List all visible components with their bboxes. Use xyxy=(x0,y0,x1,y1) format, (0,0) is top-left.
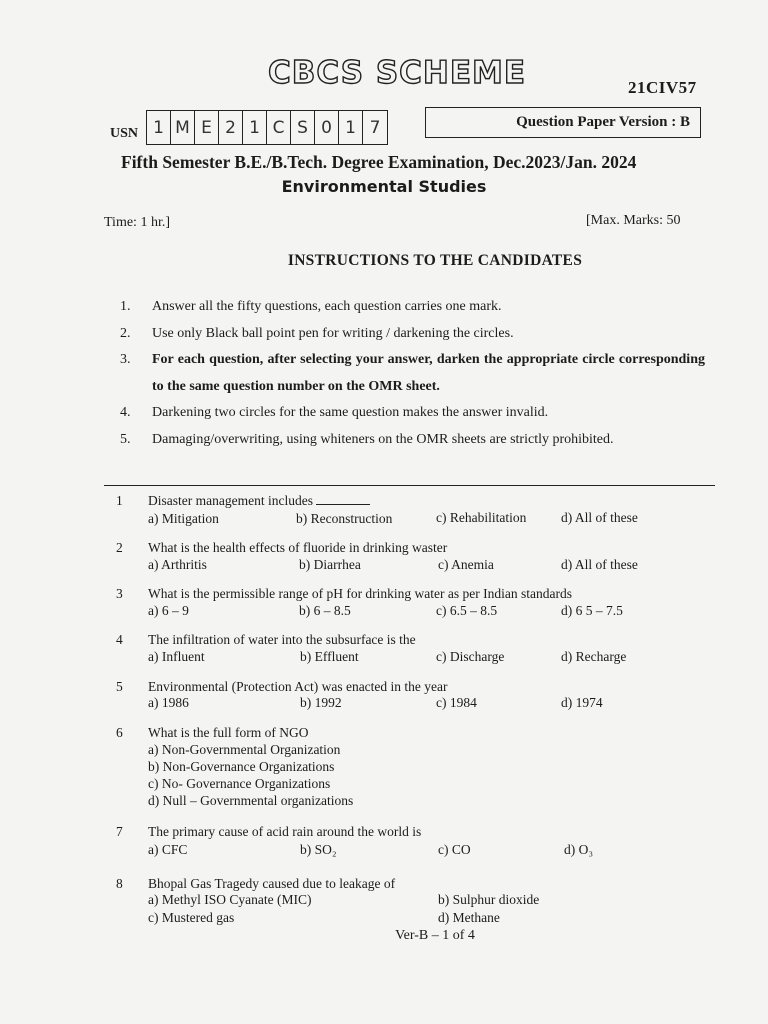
divider xyxy=(104,485,715,486)
instructions-list xyxy=(120,294,705,453)
option-a: a) CFC xyxy=(148,842,188,857)
usn-char-box: 7 xyxy=(369,117,381,138)
instruction-item xyxy=(120,294,705,321)
option-d: d) 6 5 – 7.5 xyxy=(561,603,623,618)
usn-char-box: 1 xyxy=(243,111,267,144)
answer-blank xyxy=(316,494,370,505)
option-b: b) Effluent xyxy=(300,649,359,664)
option-d: d) O₃ xyxy=(564,842,594,857)
option-c: c) Rehabilitation xyxy=(436,510,527,525)
option-a: a) Arthritis xyxy=(148,557,207,572)
option-b: b) 1992 xyxy=(300,695,342,710)
instruction-number: 3. xyxy=(120,352,131,367)
question-number: 3 xyxy=(116,586,123,601)
question-paper-version: Question Paper Version : B xyxy=(425,107,701,138)
question-text: The infiltration of water into the subsurface is the xyxy=(148,632,416,647)
instruction-text: Answer all the fifty questions, each question carries one mark. xyxy=(152,299,502,314)
option-c: c) 6.5 – 8.5 xyxy=(436,603,498,618)
exam-title: Fifth Semester B.E./B.Tech. Degree Examination, Dec.2023/Jan. 2024 xyxy=(121,152,637,172)
usn-char-box: S xyxy=(291,111,315,144)
question-number: 7 xyxy=(116,824,123,839)
option-c: c) Anemia xyxy=(438,557,494,572)
option-a: a) 1986 xyxy=(148,695,189,710)
question-text: Environmental (Protection Act) was enacted in the year xyxy=(148,679,448,694)
usn-char-box: 0 xyxy=(315,111,339,144)
instruction-number: 2. xyxy=(120,325,131,341)
usn-char-box: C xyxy=(267,111,291,144)
option-b: b) SO₂ xyxy=(300,842,337,857)
option-d: d) All of these xyxy=(561,557,638,572)
option-c: c) CO xyxy=(438,842,471,857)
max-marks: [Max. Marks: 50 xyxy=(586,213,681,228)
option-d: d) Recharge xyxy=(561,649,627,664)
question-number: 2 xyxy=(116,540,123,555)
usn-boxes xyxy=(146,110,388,145)
usn-char-box: E xyxy=(195,111,219,144)
option-b: b) Reconstruction xyxy=(296,511,393,526)
option-b: b) Sulphur dioxide xyxy=(438,892,540,907)
usn-char-box: 2 xyxy=(219,111,243,144)
instruction-number: 5. xyxy=(120,431,131,447)
usn-char-box: 1 xyxy=(147,111,171,144)
question-text-value: Disaster management includes xyxy=(148,493,313,508)
option-a: a) 6 – 9 xyxy=(148,603,189,618)
question-text: What is the full form of NGO xyxy=(148,725,309,740)
option-d: d) 1974 xyxy=(561,695,603,710)
instruction-item xyxy=(120,347,705,400)
option-c: c) No- Governance Organizations xyxy=(148,776,331,791)
instruction-number: 4. xyxy=(120,405,131,420)
instructions-heading: INSTRUCTIONS TO THE CANDIDATES xyxy=(287,252,583,269)
instruction-item xyxy=(120,400,705,427)
option-a: a) Methyl ISO Cyanate (MIC) xyxy=(148,892,312,907)
option-a: a) Mitigation xyxy=(148,511,219,526)
question-number: 1 xyxy=(116,493,123,508)
option-d: d) All of these xyxy=(561,510,638,525)
question-text: The primary cause of acid rain around the world is xyxy=(148,824,422,839)
question-number: 4 xyxy=(116,632,123,647)
question-number: 5 xyxy=(116,679,123,694)
option-b: b) 6 – 8.5 xyxy=(299,603,351,618)
instruction-item xyxy=(120,427,705,454)
instruction-text: Damaging/overwriting, using whiteners on the OMR sheets are strictly prohibited. xyxy=(152,431,614,447)
scheme-stamp: CBCS SCHEME xyxy=(268,55,527,91)
instruction-text: Use only Black ball point pen for writing / darkening the circles. xyxy=(152,325,514,341)
usn-label: USN xyxy=(110,126,139,141)
usn-char-box: M xyxy=(171,111,195,144)
question-number: 6 xyxy=(116,725,123,740)
page-footer: Ver-B – 1 of 4 xyxy=(395,928,475,943)
option-d: d) Methane xyxy=(438,910,500,925)
option-b: b) Non-Governance Organizations xyxy=(148,759,335,774)
instruction-number: 1. xyxy=(120,299,131,314)
time-limit: Time: 1 hr.] xyxy=(104,215,170,230)
option-b: b) Diarrhea xyxy=(299,557,361,572)
usn-char-box: 1 xyxy=(339,111,363,144)
option-d: d) Null – Governmental organizations xyxy=(148,793,354,808)
course-code: 21CIV57 xyxy=(628,78,697,97)
option-c: c) Discharge xyxy=(436,649,505,664)
instruction-item xyxy=(120,321,705,348)
question-number: 8 xyxy=(116,876,123,891)
subject-title: Environmental Studies xyxy=(281,177,487,196)
option-a: a) Influent xyxy=(148,649,205,664)
instruction-text: Darkening two circles for the same question makes the answer invalid. xyxy=(152,405,549,420)
option-c: c) Mustered gas xyxy=(148,910,235,925)
option-c: c) 1984 xyxy=(436,695,477,710)
question-text: Bhopal Gas Tragedy caused due to leakage of xyxy=(148,876,396,891)
instruction-text: For each question, after selecting your answer, darken the appropriate circle corresponding to the same question number on the OMR sheet. xyxy=(152,352,705,394)
option-a: a) Non-Governmental Organization xyxy=(148,742,341,757)
question-text: What is the health effects of fluoride in drinking waster xyxy=(148,540,448,555)
question-text: What is the permissible range of pH for drinking water as per Indian standards xyxy=(148,586,572,601)
question-text xyxy=(148,492,370,509)
